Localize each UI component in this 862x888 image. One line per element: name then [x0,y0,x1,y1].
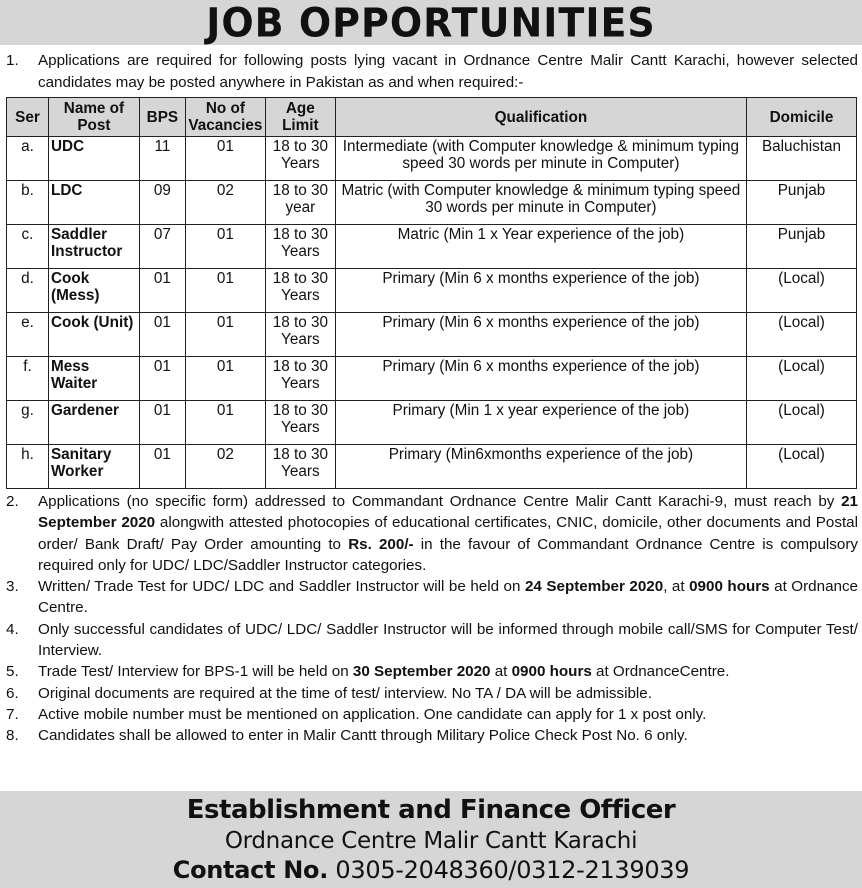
header-banner [0,0,862,45]
note-text: at [490,663,512,681]
note-text: Only successful candidates of UDC/ LDC/ Saddler Instructor will be informed through mobile call/SMS for Computer Test/ Interview. [38,620,858,660]
note-4 [0,619,862,662]
cell-ser: c. [7,225,49,269]
table-header-row [7,98,857,137]
cell-post: Mess Waiter [48,357,139,401]
cell-domicile: Punjab [747,225,857,269]
cell-age: 18 to 30 Years [265,357,335,401]
note-3 [0,576,862,619]
note-number: 3. [6,578,19,596]
contact-numbers: 0305-2048360/0312-2139039 [335,856,690,884]
note-number: 8. [6,727,19,745]
note-text: Active mobile number must be mentioned on application. One candidate can apply for 1 x post only. [38,705,707,723]
table-row [7,313,857,357]
cell-age: 18 to 30 year [265,181,335,225]
cell-domicile: (Local) [747,269,857,313]
cell-bps: 09 [139,181,185,225]
header-post: Name of Post [48,98,139,137]
table-row [7,357,857,401]
table-row [7,269,857,313]
cell-qualification: Matric (Min 1 x Year experience of the job) [335,225,746,269]
test-time: 0900 hours [689,578,770,596]
note-text: Candidates shall be allowed to enter in Malir Cantt through Military Police Check Post No. 6 only. [38,727,688,745]
cell-bps: 01 [139,401,185,445]
note-text: at Ordnance Centre. [38,578,859,617]
cell-bps: 01 [139,269,185,313]
cell-age: 18 to 30 Years [265,445,335,489]
cell-vacancies: 02 [185,181,265,225]
cell-age: 18 to 30 Years [265,313,335,357]
cell-post: Sanitary Worker [48,445,139,489]
test-date: 24 September 2020 [524,578,664,596]
note-text: Applications (no specific form) addressed to Commandant Ordnance Centre Malir Cantt Karachi-9, must reach by [38,493,842,510]
cell-ser: b. [7,181,49,225]
intro-paragraph [0,50,862,93]
cell-ser: h. [7,445,49,489]
cell-ser: e. [7,313,49,357]
cell-domicile: Baluchistan [747,137,857,181]
vacancy-table [6,97,857,489]
cell-qualification: Primary (Min6xmonths experience of the job) [335,445,746,489]
note-text: , at [663,578,690,596]
cell-domicile: (Local) [747,313,857,357]
note-5 [0,661,862,682]
cell-bps: 11 [139,137,185,181]
note-number: 5. [6,663,19,681]
header-qualification: Qualification [335,98,746,137]
header-ser: Ser [7,98,49,137]
cell-qualification: Primary (Min 1 x year experience of the job) [335,401,746,445]
cell-vacancies: 01 [185,269,265,313]
cell-age: 18 to 30 Years [265,225,335,269]
cell-domicile: (Local) [747,401,857,445]
cell-post: Cook (Unit) [48,313,139,357]
note-text: at OrdnanceCentre. [591,663,730,681]
cell-post: Cook (Mess) [48,269,139,313]
cell-qualification: Primary (Min 6 x months experience of the job) [335,269,746,313]
note-number: 2. [6,493,19,510]
cell-qualification: Primary (Min 6 x months experience of the job) [335,357,746,401]
contact-line [0,855,862,885]
interview-time: 0900 hours [511,663,592,681]
note-8 [0,725,862,746]
page-title: JOB OPPORTUNITIES [206,0,656,46]
cell-vacancies: 01 [185,313,265,357]
interview-date: 30 September 2020 [352,663,491,681]
note-number: 7. [6,705,19,723]
notes-list [0,491,862,747]
cell-vacancies: 01 [185,225,265,269]
note-text: alongwith attested photocopies of educational certificates, CNIC, domicile, other documents and Postal order/ Bank Draft/ Pay Order amounting to [38,514,858,553]
deadline-date: 21 September 2020 [38,493,858,532]
header-age: Age Limit [265,98,335,137]
note-text: Written/ Trade Test for UDC/ LDC and Saddler Instructor will be held on [38,578,525,596]
cell-vacancies: 01 [185,357,265,401]
header-bps: BPS [139,98,185,137]
cell-qualification: Intermediate (with Computer knowledge & minimum typing speed 30 words per minute in Computer) [335,137,746,181]
note-text: Original documents are required at the time of test/ interview. No TA / DA will be admissible. [38,684,652,702]
cell-age: 18 to 30 Years [265,401,335,445]
cell-vacancies: 01 [185,401,265,445]
note-6 [0,683,862,704]
cell-vacancies: 02 [185,445,265,489]
officer-title: Establishment and Finance Officer [186,795,676,825]
table-row [7,181,857,225]
header-domicile: Domicile [747,98,857,137]
cell-post: UDC [48,137,139,181]
organization-name: Ordnance Centre Malir Cantt Karachi [224,828,638,854]
footer-banner [0,791,862,888]
table-row [7,137,857,181]
cell-bps: 01 [139,445,185,489]
table-row [7,225,857,269]
note-number: 6. [6,684,19,702]
note-text: Trade Test/ Interview for BPS-1 will be held on [38,663,353,681]
cell-domicile: Punjab [747,181,857,225]
cell-bps: 01 [139,357,185,401]
cell-qualification: Matric (with Computer knowledge & minimum typing speed 30 words per minute in Computer) [335,181,746,225]
note-2 [0,491,862,576]
cell-qualification: Primary (Min 6 x months experience of the job) [335,313,746,357]
fee-amount: Rs. 200/- [348,535,414,553]
table-row [7,401,857,445]
intro-number: 1. [6,52,19,69]
cell-ser: f. [7,357,49,401]
cell-bps: 01 [139,313,185,357]
intro-text: Applications are required for following posts lying vacant in Ordnance Centre Malir Cantt Karachi, however selected candidates may be posted anywhere in Pakistan as and when required:- [38,52,858,91]
note-number: 4. [6,620,19,638]
cell-domicile: (Local) [747,357,857,401]
cell-post: LDC [48,181,139,225]
cell-bps: 07 [139,225,185,269]
cell-vacancies: 01 [185,137,265,181]
contact-label: Contact No. [172,856,329,884]
note-text: in the favour of Commandant Ordnance Centre is compulsory required only for UDC/ LDC/Saddler Instructor categories. [38,535,858,574]
cell-age: 18 to 30 Years [265,137,335,181]
cell-post: Gardener [48,401,139,445]
cell-domicile: (Local) [747,445,857,489]
cell-post: Saddler Instructor [48,225,139,269]
header-vacancies: No of Vacancies [185,98,265,137]
note-7 [0,704,862,725]
cell-ser: a. [7,137,49,181]
cell-ser: g. [7,401,49,445]
table-row [7,445,857,489]
cell-ser: d. [7,269,49,313]
cell-age: 18 to 30 Years [265,269,335,313]
